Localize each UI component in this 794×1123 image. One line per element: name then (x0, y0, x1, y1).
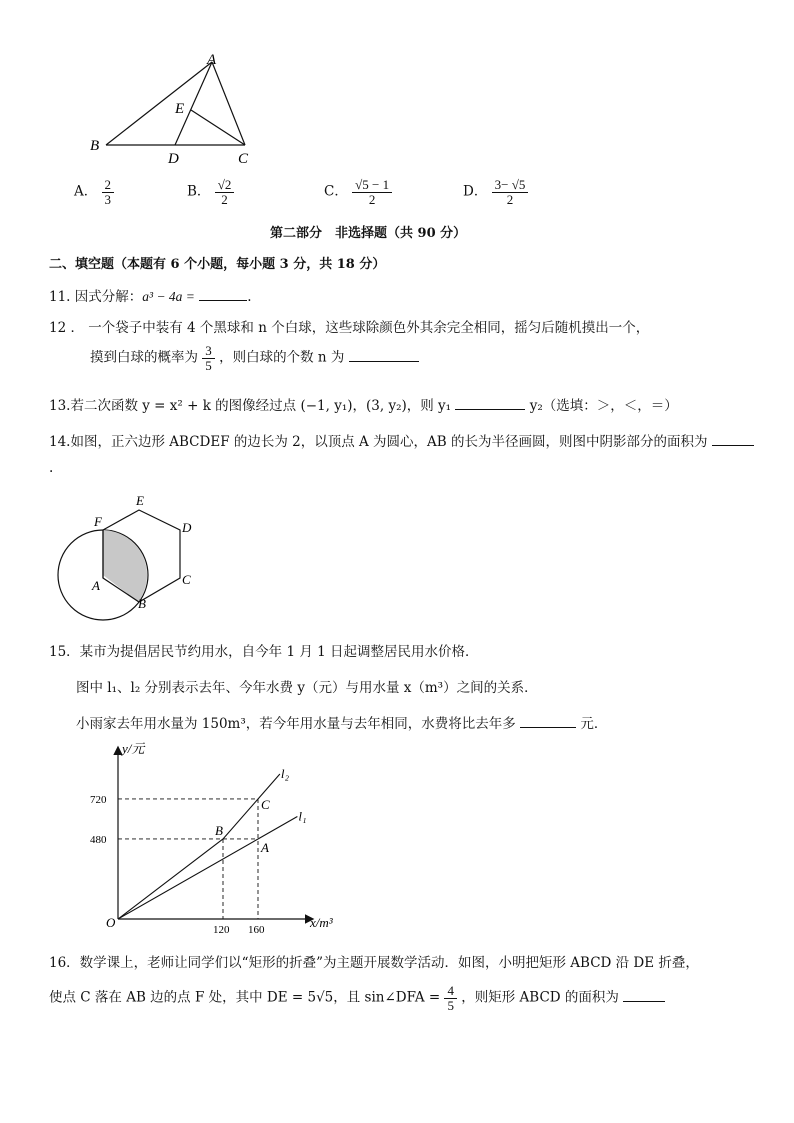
vertex-label-a: A (207, 52, 217, 68)
choice-a[interactable] (74, 178, 114, 206)
answer-blank-11[interactable] (199, 288, 247, 301)
y-tick-label: 720 (90, 793, 107, 806)
y-tick-label: 480 (90, 833, 107, 846)
hex-label-a: A (92, 578, 100, 593)
vertex-label-e: E (175, 101, 185, 117)
series-line-l1 (118, 816, 297, 919)
hex-label-d: D (182, 520, 192, 535)
hex-label-b: B (138, 596, 146, 611)
vertex-label-d: D (168, 151, 179, 167)
choice-d[interactable] (463, 178, 528, 206)
triangle-figure (85, 50, 265, 170)
point-label-b: B (215, 822, 223, 838)
answer-blank-14[interactable] (712, 433, 754, 446)
hex-label-e: E (136, 493, 144, 508)
question-13: 13.若二次函数 y = x² + k 的图像经过点 (−1, y₁)，(3, y₂)，则 y₁ y₂（选填：＞，＜，＝） (49, 398, 678, 414)
choice-letter: A． (74, 183, 98, 200)
point-label-c: C (261, 796, 270, 812)
question-12-line2: 摸到白球的概率为 $\frac{3}{5}$ ，则白球的个数 n 为 (90, 344, 419, 372)
choice-fraction: $\frac{3- √5}{2}$ (492, 178, 529, 206)
choice-letter: C． (324, 183, 348, 200)
question-15-line1: 15．某市为提倡居民节约用水，自今年 1 月 1 日起调整居民用水价格． (49, 644, 479, 660)
choice-letter: D． (463, 183, 488, 200)
choice-fraction: $\frac{2}{3}$ (102, 178, 115, 206)
vertex-label-c: C (238, 151, 249, 167)
choice-fraction: $\frac{√2}{2}$ (215, 178, 235, 206)
question-15-line3: 小雨家去年用水量为 150m³，若今年用水量与去年相同，水费将比去年多 元． (76, 716, 608, 732)
vertex-label-b: B (90, 138, 100, 154)
series-line-l2 (118, 774, 280, 919)
question-15-line2: 图中 l₁、l₂ 分别表示去年、今年水费 y（元）与用水量 x（m³）之间的关系． (76, 680, 538, 696)
series-label: l₁ (298, 808, 307, 824)
answer-blank-13[interactable] (455, 397, 525, 410)
answer-blank-16[interactable] (623, 989, 665, 1002)
x-tick-label: 120 (213, 924, 230, 936)
part2-title: 第二部分 非选择题（共 90 分） (270, 226, 467, 241)
choice-c[interactable] (324, 178, 392, 206)
answer-blank-15[interactable] (520, 715, 576, 728)
choice-letter: B． (187, 183, 211, 200)
question-14-end: . (49, 460, 54, 476)
x-axis-label: x/m³ (310, 915, 333, 930)
water-fee-chart (80, 740, 350, 940)
hex-label-c: C (182, 572, 191, 587)
question-11: 11. 因式分解：a³ − 4a = . (49, 289, 252, 305)
point-label-a: A (261, 839, 269, 855)
question-16-line1: 16．数学课上，老师让同学们以“矩形的折叠”为主题开展数学活动．如图，小明把矩形 ABCD 沿 DE 折叠， (49, 955, 699, 971)
x-tick-label: 160 (248, 924, 265, 936)
hex-label-f: F (94, 514, 102, 529)
y-axis-label: y/元 (122, 741, 145, 756)
choice-b[interactable] (187, 178, 234, 206)
question-16-line2: 使点 C 落在 AB 边的点 F 处，其中 DE = 5√5，且 sin∠DFA = $\frac{4}{5}$ ，则矩形 ABCD 的面积为 (49, 984, 665, 1012)
origin-label: O (106, 915, 116, 930)
series-label: l₂ (280, 765, 290, 781)
choice-fraction: $\frac{√5 - 1}{2}$ (352, 178, 392, 206)
section2-title: 二、填空题（本题有 6 个小题，每小题 3 分，共 18 分） (49, 257, 386, 272)
hexagon-circle-figure (50, 490, 210, 630)
question-12-line1: 12 ． 一个袋子中装有 4 个黑球和 n 个白球，这些球除颜色外其余完全相同，摇匀后随机摸出一个， (49, 320, 650, 336)
question-14: 14.如图，正六边形 ABCDEF 的边长为 2，以顶点 A 为圆心，AB 的长为半径画圆，则图中阴影部分的面积为 (49, 430, 754, 450)
answer-blank-12[interactable] (349, 349, 419, 362)
